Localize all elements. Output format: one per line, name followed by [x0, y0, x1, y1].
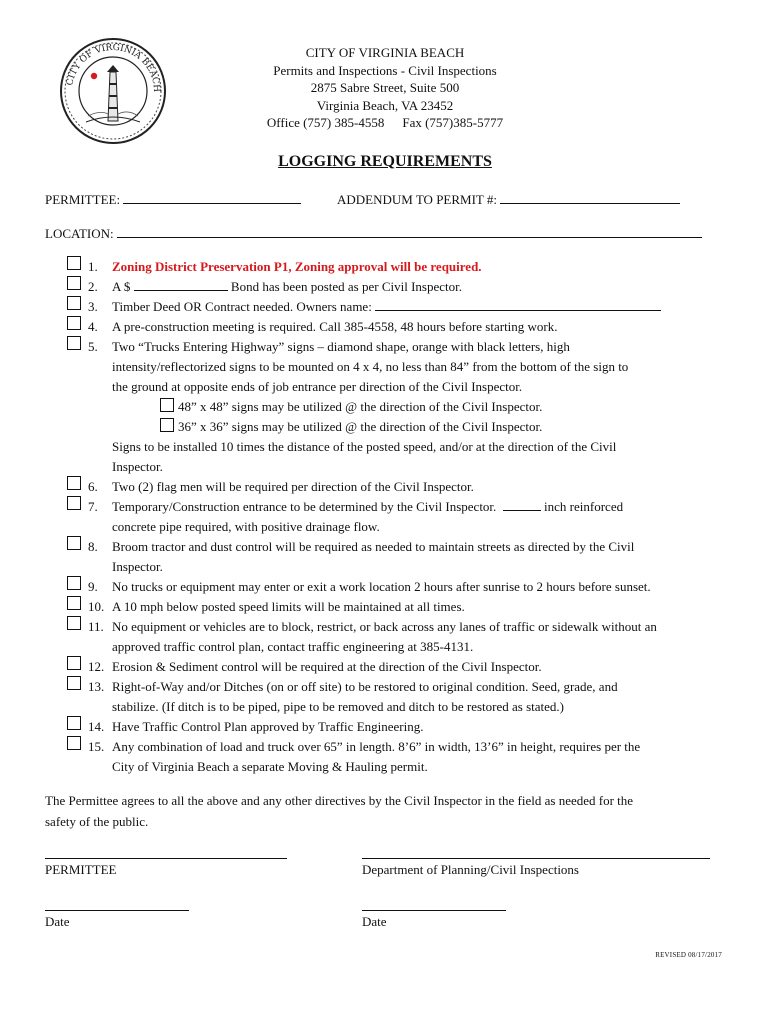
item-number: 10. — [88, 599, 105, 614]
item-text: Erosion & Sediment control will be required at the direction of the Civil Inspector. — [112, 659, 542, 674]
item-text: Broom tractor and dust control will be required as needed to maintain streets as directed by the Civil — [112, 539, 635, 554]
agreement-line: safety of the public. — [45, 814, 149, 829]
revision-date: REVISED 08/17/2017 — [655, 951, 722, 959]
item-text: Have Traffic Control Plan approved by Traffic Engineering. — [112, 719, 424, 734]
permittee-field — [45, 191, 301, 208]
permittee-signature-label: PERMITTEE — [45, 862, 117, 877]
item-checkbox[interactable] — [67, 496, 81, 510]
item-text-continued: approved traffic control plan, contact traffic engineering at 385-4131. — [112, 639, 474, 654]
item-checkbox[interactable] — [67, 656, 81, 670]
item-checkbox[interactable] — [67, 576, 81, 590]
item-checkbox[interactable] — [67, 256, 81, 270]
item-checkbox[interactable] — [67, 736, 81, 750]
item-checkbox[interactable] — [67, 336, 81, 350]
owners-name-blank[interactable] — [375, 298, 661, 311]
item-text-continued: intensity/reflectorized signs to be mounted on 4 x 4, no less than 84” from the bottom of the sign to — [112, 359, 629, 374]
item-checkbox[interactable] — [67, 596, 81, 610]
item-number: 4. — [88, 319, 98, 334]
addendum-field — [337, 191, 680, 208]
item-checkbox[interactable] — [67, 276, 81, 290]
sign-option-text: 36” x 36” signs may be utilized @ the direction of the Civil Inspector. — [178, 419, 543, 434]
item-number: 7. — [88, 499, 98, 514]
city-name: CITY OF VIRGINIA BEACH — [305, 45, 465, 60]
office-phone: Office (757) 385-4558 — [266, 115, 385, 130]
item-checkbox[interactable] — [67, 616, 81, 630]
item-text: No equipment or vehicles are to block, restrict, or back across any lanes of traffic or sidewalk without an — [112, 619, 657, 634]
item-text: Right-of-Way and/or Ditches (on or off site) to be restored to original condition. Seed, grade, and — [112, 679, 618, 694]
document-title: LOGGING REQUIREMENTS — [278, 153, 492, 170]
street-address: 2875 Sabre Street, Suite 500 — [310, 80, 460, 95]
item-text-continued: the ground at opposite ends of job entrance per direction of the Civil Inspector. — [112, 379, 523, 394]
permittee-date-label: Date — [45, 914, 70, 929]
location-label: LOCATION: — [45, 226, 114, 241]
item-checkbox[interactable] — [67, 536, 81, 550]
item-text-continued: stabilize. (If ditch is to be piped, pipe to be removed and ditch to be restored as stated.) — [112, 699, 564, 714]
item-text — [112, 277, 762, 297]
item-text-continued: concrete pipe required, with positive drainage flow. — [112, 519, 380, 534]
letterhead — [250, 44, 520, 132]
item-text-pre: Timber Deed OR Contract needed. Owners name: — [112, 299, 372, 314]
city-seal — [58, 36, 168, 146]
permittee-date-line[interactable] — [45, 910, 189, 911]
item-number: 6. — [88, 479, 98, 494]
item-text — [112, 297, 762, 317]
item-text-continued: Inspector. — [112, 559, 163, 574]
department-signature-label: Department of Planning/Civil Inspections — [362, 862, 579, 877]
permittee-label: PERMITTEE: — [45, 192, 121, 207]
item-text: Two (2) flag men will be required per direction of the Civil Inspector. — [112, 479, 474, 494]
item-number: 1. — [88, 259, 98, 274]
location-blank[interactable] — [117, 225, 702, 238]
sign-note: Signs to be installed 10 times the distance of the posted speed, and/or at the direction of the Civil — [112, 439, 617, 454]
item-checkbox[interactable] — [67, 476, 81, 490]
city-state-zip: Virginia Beach, VA 23452 — [316, 97, 454, 113]
permittee-signature-line[interactable] — [45, 858, 287, 859]
contact-line — [250, 114, 520, 132]
agreement-line: The Permittee agrees to all the above and any other directives by the Civil Inspector in the field as needed for the — [45, 793, 634, 808]
addendum-blank[interactable] — [500, 191, 680, 204]
item-checkbox[interactable] — [67, 316, 81, 330]
item-number: 8. — [88, 539, 98, 554]
item-number: 13. — [88, 679, 105, 694]
item-text: Zoning District Preservation P1, Zoning approval will be required. — [112, 259, 482, 274]
item-number: 9. — [88, 579, 98, 594]
item-number: 5. — [88, 339, 98, 354]
sign-note-continued: Inspector. — [112, 459, 163, 474]
item-text-post: Bond has been posted as per Civil Inspector. — [230, 279, 462, 294]
item-text: A 10 mph below posted speed limits will be maintained at all times. — [112, 599, 465, 614]
item-text-continued: City of Virginia Beach a separate Moving & Hauling permit. — [112, 759, 428, 774]
item-checkbox[interactable] — [67, 716, 81, 730]
sign-option-text: 48” x 48” signs may be utilized @ the direction of the Civil Inspector. — [178, 399, 543, 414]
item-text: Two “Trucks Entering Highway” signs – diamond shape, orange with black letters, high — [112, 339, 570, 354]
item-text — [112, 497, 762, 517]
sign-option-36 — [160, 417, 542, 437]
department-date-label: Date — [362, 914, 387, 929]
addendum-label: ADDENDUM TO PERMIT #: — [337, 192, 497, 207]
item-number: 15. — [88, 739, 105, 754]
location-field — [45, 225, 702, 242]
item-text-post: inch reinforced — [544, 499, 624, 514]
svg-text:CITY OF VIRGINIA BEACH: CITY OF VIRGINIA BEACH — [65, 42, 162, 93]
permittee-blank[interactable] — [123, 191, 301, 204]
bond-amount-blank[interactable] — [134, 278, 228, 291]
sign-option-48 — [160, 397, 542, 417]
item-text: Any combination of load and truck over 65” in length. 8’6” in width, 13’6” in height, requires per the — [112, 739, 641, 754]
department-date-line[interactable] — [362, 910, 506, 911]
item-number: 14. — [88, 719, 105, 734]
department-name: Permits and Inspections - Civil Inspections — [273, 62, 497, 78]
item-text-pre: Temporary/Construction entrance to be determined by the Civil Inspector. — [112, 499, 497, 514]
item-number: 3. — [88, 299, 98, 314]
item-checkbox[interactable] — [67, 676, 81, 690]
item-text: A pre-construction meeting is required. Call 385-4558, 48 hours before starting work. — [112, 319, 558, 334]
sign-option-checkbox[interactable] — [160, 398, 174, 412]
item-number: 12. — [88, 659, 105, 674]
department-signature-line[interactable] — [362, 858, 710, 859]
sign-option-checkbox[interactable] — [160, 418, 174, 432]
item-text-pre: A $ — [112, 279, 131, 294]
fax-number: Fax (757)385-5777 — [402, 115, 504, 130]
item-number: 11. — [88, 619, 104, 634]
item-checkbox[interactable] — [67, 296, 81, 310]
item-number: 2. — [88, 279, 98, 294]
item-text: No trucks or equipment may enter or exit a work location 2 hours after sunrise to 2 hours before sunset. — [112, 579, 651, 594]
agreement-paragraph — [45, 790, 725, 832]
pipe-size-blank[interactable] — [503, 498, 541, 511]
